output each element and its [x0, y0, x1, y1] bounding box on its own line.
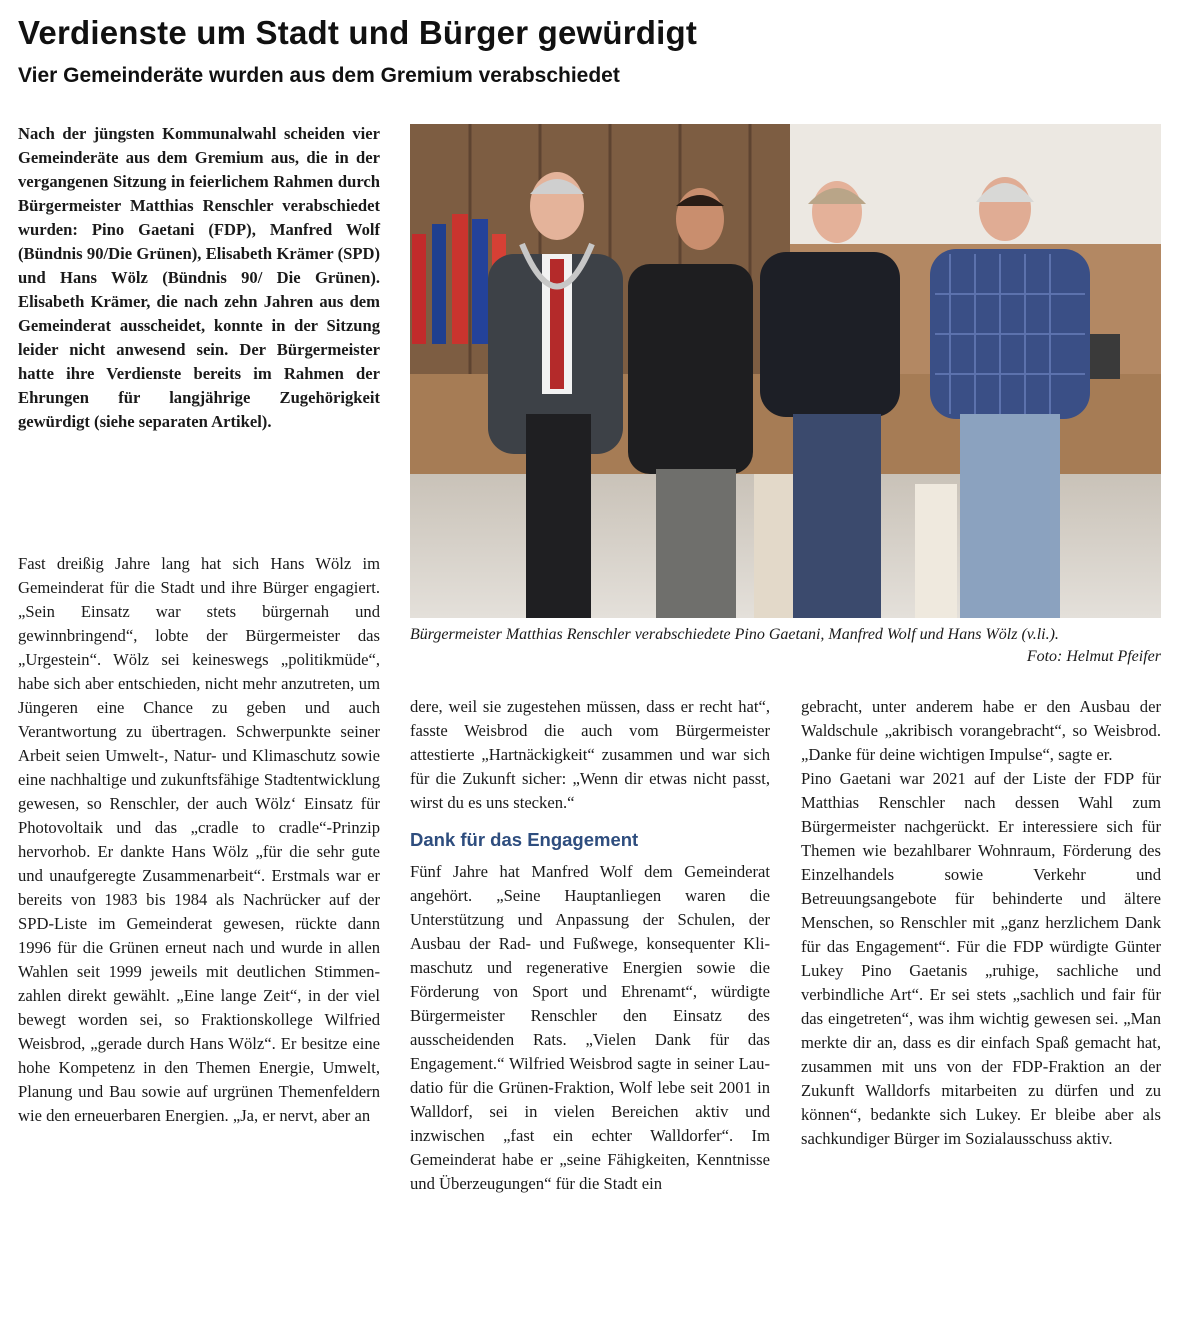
photo-caption-block — [410, 624, 1161, 665]
article-headline: Verdienste um Stadt und Bürger gewürdigt — [18, 14, 698, 51]
section-heading: Dank für das Engagement — [410, 829, 639, 850]
article-lead-column — [18, 122, 380, 434]
article-lead: Nach der jüngsten Kommunalwahl scheiden vier Gemeinderäte aus dem Gremium aus, die in der vergangenen Sitzung in feierlichem Rahmen durch Bürgermeister Matthias Renschler verabschiedet wurden: Pino Gaetani (FDP), Manfred Wolf (Bündnis 90/Die Grünen), Elisabeth Krämer (SPD) und Hans Wölz (Bündnis 90/ Die Grünen). Elisabeth Krämer, die nach zehn Jahren aus dem Gemeinderat ausscheidet, konnte in der Sitzung leider nicht anwesend sein. Der Bürgermeister hatte ihre Verdienste bereits im Rahmen der Ehrungen für langjährige Zugehörigkeit gewürdigt (siehe separaten Artikel). — [18, 124, 380, 431]
article-column-2 — [410, 695, 770, 1196]
article-subheadline: Vier Gemeinderäte wurden aus dem Gremium verabschiedet — [18, 64, 620, 87]
article-paragraph: gebracht, unter anderem habe er den Ausbau der Waldschule „akribisch vorangebracht“, so Weisbrod. „Danke für deine wichtigen Impulse“, sagte er. — [801, 697, 1161, 764]
article-photo — [410, 124, 1161, 618]
article-paragraph: Pino Gaetani war 2021 auf der Liste der FDP für Matthias Renschler nach dessen Wahl zum Bürgermeister nachgerückt. Er interessiere sich für Themen wie bezahlbarer Wohnraum, Förderung des Einzelhandels sowie Verkehr und Betreuungsangebote für behinderte und ältere Menschen, so Renschler mit „ganz herzlichem Dank für das Engagement“. Für die FDP würdigte Günter Lukey Pino Gaetanis „ruhige, sachliche und verbindliche Art“. Er sei stets „sachlich und fair für das eingetreten“, was ihm wichtig gewesen sei. „Man merkte dir an, dass es dir einfach Spaß gemacht hat, zusammen mit uns von der FDP-Fraktion an der Zukunft Walldorfs mitarbeiten zu dürfen und zu können“, bedankte sich Lukey. Er bleibe aber als sachkundiger Bürger im Sozialausschuss aktiv. — [801, 769, 1161, 1148]
article-paragraph: dere, weil sie zugestehen müssen, dass er recht hat“, fasste Weisbrod die auch vom Bürgermeister attestierte „Hartnäckigkeit“ zusammen und war sich für die Zukunft sicher: „Wenn dir etwas nicht passt, wirst du es uns stecken.“ — [410, 697, 770, 812]
article-column-3 — [801, 695, 1161, 1151]
article-paragraph: Fast dreißig Jahre lang hat sich Hans Wölz im Gemeinderat für die Stadt und ihre Bürger engagiert. „Sein Einsatz war stets bürgernah und gewinnbringend“, lobte der Bürgermeister das „Urgestein“. Wölz sei keineswegs „politikmüde“, habe sich aber entschieden, nicht mehr anzutreten, um Jüngeren eine Chance zu geben und auch Verantwortung zu übertragen. Schwerpunkte seiner Arbeit seien Umwelt-, Natur- und Klimaschutz sowie eine nachhaltige und zukunftsfähige Stadtentwicklung gewesen, so Renschler, der auch Wölz‘ Einsatz für Photovoltaik und das „cradle to cradle“-Prinzip hervorhob. Er dankte Hans Wölz „für die sehr gute und unaufgeregte Zusammenarbeit“. Erstmals war er bereits von 1983 bis 1984 als Nachrücker auf der SPD-Liste im Gemeinderat gewesen, rückte dann 1996 für die Grünen erneut nach und wurde in allen Wahlen seit 1999 jeweils mit deutlichen Stimmenzahlen direkt gewählt. „Eine lange Zeit“, in der viel bewegt worden sei, so Fraktionskollege Wilfried Weisbrod, „gerade durch Hans Wölz“. Er besitze eine hohe Kompetenz in den Themen Energie, Umwelt, Planung und Bau sowie auf urgrünen Themenfeldern wie den erneuerbaren Energien. „Ja, er nervt, aber an — [18, 554, 380, 1125]
article-paragraph: Fünf Jahre hat Manfred Wolf dem Gemeinderat angehört. „Seine Hauptanliegen waren die Unterstützung und Anpassung der Schulen, der Ausbau der Rad- und Fußwege, konsequenter Klimaschutz und regenerative Energien sowie die Förderung von Sport und Ehrenamt“, würdigte Bürgermeister Renschler den Einsatz des ausscheidenden Rats. „Vielen Dank für das Engagement.“ Wilfried Weisbrod sagte in seiner Laudatio für die Grünen-Fraktion, Wolf lebe seit 2001 in Walldorf, sei in vielen Bereichen aktiv und inzwischen „fast ein echter Walldorfer“. Im Gemeinderat habe er „seine Fähigkeiten, Kenntnisse und Überzeugungen“ für die Stadt ein — [410, 862, 770, 1193]
article-column-1 — [18, 552, 380, 1128]
council-members-photo — [410, 124, 1161, 618]
photo-credit: Foto: Helmut Pfeifer — [1026, 648, 1161, 665]
photo-caption: Bürgermeister Matthias Renschler verabschiedete Pino Gaetani, Manfred Wolf und Hans Wölz (v.li.). — [410, 626, 1059, 643]
